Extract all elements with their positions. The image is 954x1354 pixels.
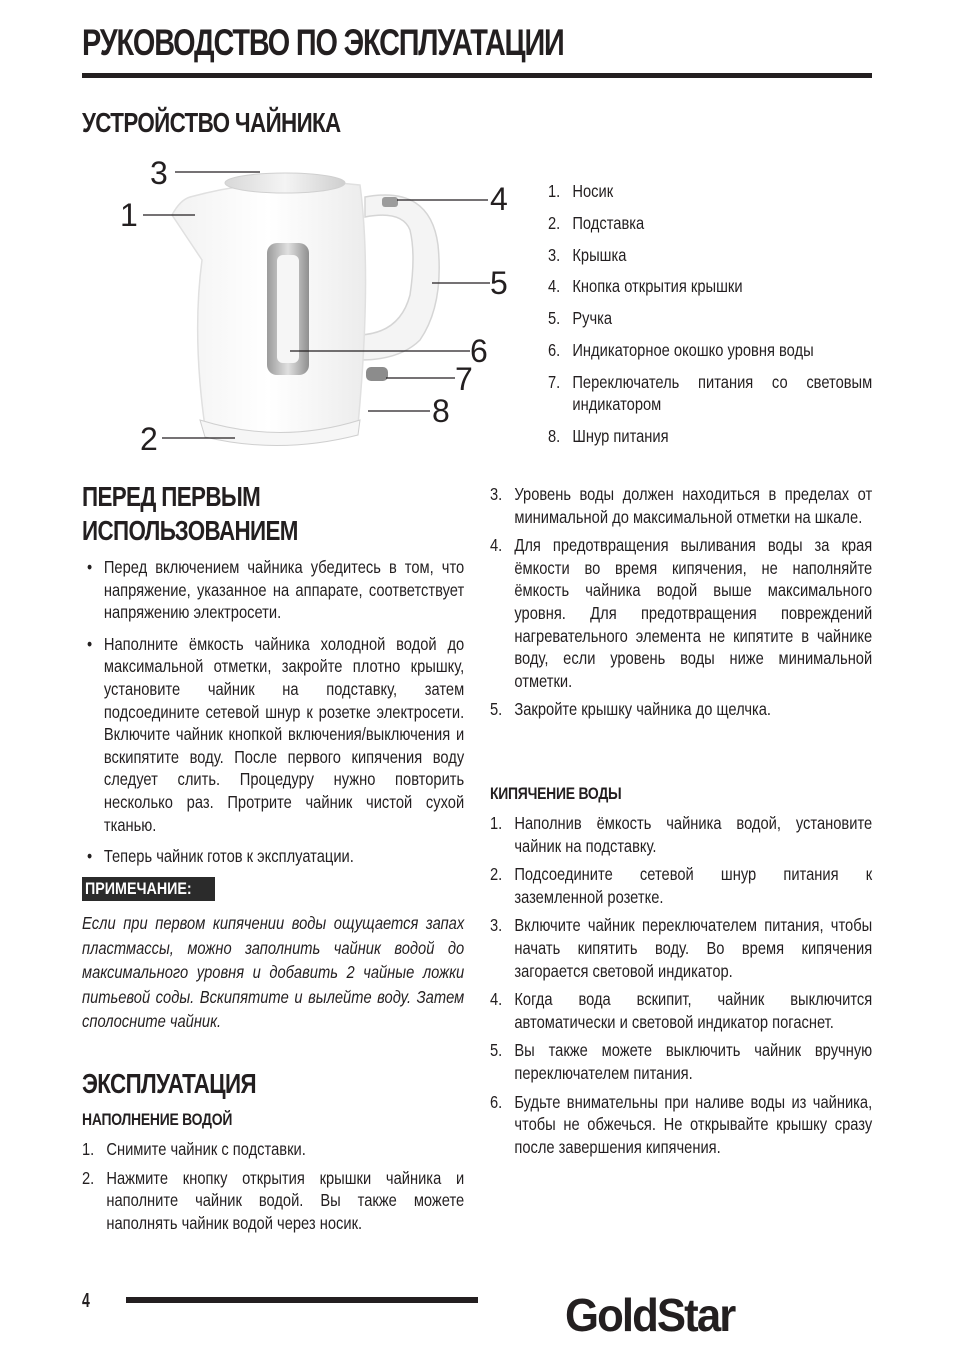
section-heading-device: УСТРОЙСТВО ЧАЙНИКА [82,107,341,138]
callout-3: 3 [150,155,168,191]
kettle-diagram [110,155,530,455]
first-use-bullets [82,556,537,877]
list-item: 5. Вы также можете выключить чайник вручную переключателем питания. [490,1040,873,1083]
brand-logo: GoldStar [565,1289,735,1341]
subheading-filling: НАПОЛНЕНИЕ ВОДОЙ [82,1110,233,1129]
filling-steps-left [82,1138,537,1240]
list-item: 3. Крышка [548,244,627,265]
list-item: 2. Нажмите кнопку открытия крышки чайника и наполните чайник водой. Вы также можете наполнять чайник водой через носик. [82,1167,465,1233]
note-text: Если при первом кипячении воды ощущается запах пластмассы, можно заполнить чайник водой до максимального уровня и добавить 2 чайные ложки питьевой соды. Вскипятите и вылейте воду. Затем сполосните чайник. [82,913,465,1031]
kettle-illustration-icon [110,155,530,455]
bullet-item: • Перед включением чайника убедитесь в том, что напряжение, указанное на аппарате, соответствует напряжению электросети. [87,557,465,623]
list-item: 3. Включите чайник переключателем питания, чтобы начать кипятить воду. Во время кипячения загорается световой индикатор. [490,915,873,981]
callout-5: 5 [490,265,508,301]
list-item: 7. Переключатель питания со световым индикатором [548,371,873,414]
page-number: 4 [82,1290,90,1312]
callout-8: 8 [432,393,450,429]
list-item: 6. Будьте внимательны при наливе воды из чайника, чтобы не обжечься. Не открывайте крышку сразу после завершения кипячения. [490,1091,873,1157]
page-title: РУКОВОДСТВО ПО ЭКСПЛУАТАЦИИ [82,22,564,63]
filling-steps-right [490,483,945,727]
footer-divider [126,1297,478,1303]
boiling-steps [490,812,945,1164]
list-item: 4. Для предотвращения выливания воды за края ёмкости во время кипячения, не наполняйте ёмкость чайника водой выше максимального уровня. Для предотвращения повреждений нагревательного элемента не кипятите в чайнике воду, если уровень воды ниже минимальной отметки. [490,535,873,691]
title-divider [82,73,872,78]
bullet-item: • Наполните ёмкость чайника холодной водой до максимальной отметки, закройте плотно крышку, установите чайник на подставку, затем подсоедините сетевой шнур к розетке электросети. Включите чайник кнопкой включения/выключения и вскипятите воду. После первого кипячения воду следует слить. Процедуру нужно повторить несколько раз. Протрите чайник чистой сухой тканью. [87,633,465,835]
list-item: 4. Когда вода вскипит, чайник выключится автоматически и световой индикатор погаснет. [490,989,873,1032]
callout-7: 7 [455,361,473,397]
list-item: 1. Носик [548,181,614,201]
bullet-item: • Теперь чайник готов к эксплуатации. [87,846,354,867]
callout-4: 4 [490,181,508,217]
list-item: 4. Кнопка открытия крышки [548,276,743,297]
callout-1: 1 [120,197,138,233]
list-item: 5. Закройте крышку чайника до щелчка. [490,699,772,720]
list-item: 3. Уровень воды должен находиться в пределах от минимальной до максимальной отметки на шкале. [490,484,873,527]
list-item: 6. Индикаторное окошко уровня воды [548,339,814,360]
list-item: 2. Подставка [548,212,645,233]
subheading-boiling: КИПЯЧЕНИЕ ВОДЫ [490,784,622,803]
section-heading-operation: ЭКСПЛУАТАЦИЯ [82,1068,256,1099]
list-item: 1. Снимите чайник с подставки. [82,1139,306,1159]
callout-6: 6 [470,333,488,369]
parts-list [548,180,934,456]
list-item: 1. Наполнив ёмкость чайника водой, установите чайник на подставку. [490,813,873,856]
section-heading-first-use: ПЕРЕД ПЕРВЫМ ИСПОЛЬЗОВАНИЕМ [82,481,298,546]
list-item: 2. Подсоедините сетевой шнур питания к заземленной розетке. [490,864,873,907]
list-item: 5. Ручка [548,308,613,329]
callout-2: 2 [140,421,158,457]
note-badge: ПРИМЕЧАНИЕ: [82,877,215,901]
list-item: 8. Шнур питания [548,425,669,446]
